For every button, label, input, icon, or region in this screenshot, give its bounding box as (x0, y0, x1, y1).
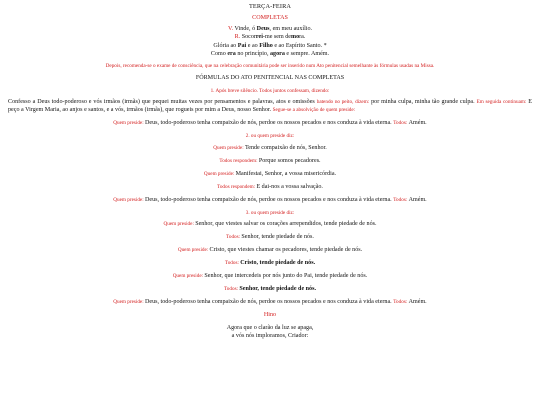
formula-2-line: Quem preside: Tende compaixão de nós, Senhor. (213, 144, 327, 151)
formula-2-line: Quem preside: Manifestai, Senhor, a vossa misericórdia. (203, 170, 337, 177)
section-title: COMPLETAS (252, 15, 288, 22)
rubric-inline: batendo no peito, dizem: (316, 99, 370, 106)
doxology-line: Como era no princípio, agora e sempre. Amém. (210, 50, 330, 57)
formula-3-line: Quem preside: Cristo, que viestes chamar os pecadores, tende piedade de nós. (177, 247, 363, 254)
formula-2-line: Todos respondem: E dai-nos a vossa salvação. (217, 183, 323, 190)
rubric-intro: Depois, recomenda-se o exame de consciência, que na celebração comunitária pode ser inserido num Ato penitencial semelhante às fórmulas usadas na Missa. (105, 62, 435, 69)
page-title: TERÇA-FEIRA (248, 3, 292, 10)
formula-1-heading: 1. Após breve silêncio. Todos juntos confessam, dizendo: (210, 87, 330, 94)
verse-marker: V. (227, 26, 235, 33)
formula-2-heading: 2. ou quem preside diz: (245, 133, 295, 140)
absolution-line: Quem preside: Deus, todo-poderoso tenha compaixão de nós, perdoe os nossos pecados e nos conduza à vida eterna. Todos: Amém. (113, 298, 427, 305)
formula-3-line: Todos: Cristo, tende piedade de nós. (224, 260, 316, 267)
rubric-inline: Em seguida continuam: (476, 99, 527, 106)
confiteor-paragraph: Confesso a Deus todo-poderoso e vós irmãos (irmãs) que pequei muitas vezes por pensamentos e palavras, atos e omissões batendo no peito, dizem: por minha culpa, minha tão grande culpa. Em seguida continuam: E peço a Virgem Maria, ao anjos e santos, e a vós, irmãos (irmãs), que rogueis por mim a Deus, nosso Senhor. Segue-se a absolvição de quem preside: (8, 99, 532, 114)
hymn-line: Agora que o clarão da luz se apaga, (226, 324, 314, 331)
formula-3-line: Quem preside: Senhor, que viestes salvar os corações arrependidos, tende piedade de nós. (163, 221, 377, 228)
response-line: R. Socorrei-me sem demora. (234, 34, 306, 41)
absolution-line: Quem preside: Deus, todo-poderoso tenha compaixão de nós, perdoe os nossos pecados e nos conduza à vida eterna. Todos: Amém. (113, 196, 427, 203)
doxology-line: Glória ao Pai e ao Filho e ao Espírito Santo. * (213, 42, 327, 49)
formulas-title: FÓRMULAS DO ATO PENITENCIAL NAS COMPLETAS (195, 74, 345, 81)
formula-3-line: Quem preside: Senhor, que intercedeis por nós junto do Pai, tende piedade de nós. (172, 272, 368, 279)
formula-3-line: Todos: Senhor, tende piedade de nós. (224, 285, 316, 292)
absolution-line: Quem preside: Deus, todo-poderoso tenha compaixão de nós, perdoe os nossos pecados e nos conduza à vida eterna. Todos: Amém. (113, 120, 427, 127)
formula-2-line: Todos respondem: Porque somos pecadores. (219, 157, 321, 164)
formula-3-line: Todos: Senhor, tende piedade de nós. (226, 234, 314, 241)
hymn-title: Hino (263, 311, 277, 318)
response-marker: R. (234, 34, 242, 41)
verse-line: V. Vinde, ó Deus, em meu auxílio. (227, 26, 313, 33)
rubric-inline: Segue-se a absolvição de quem preside: (272, 107, 356, 114)
formula-3-heading: 3. ou quem preside diz: (245, 209, 295, 216)
hymn-line: a vós nós imploramos, Criador: (231, 332, 309, 339)
opening-verses (8, 25, 532, 58)
